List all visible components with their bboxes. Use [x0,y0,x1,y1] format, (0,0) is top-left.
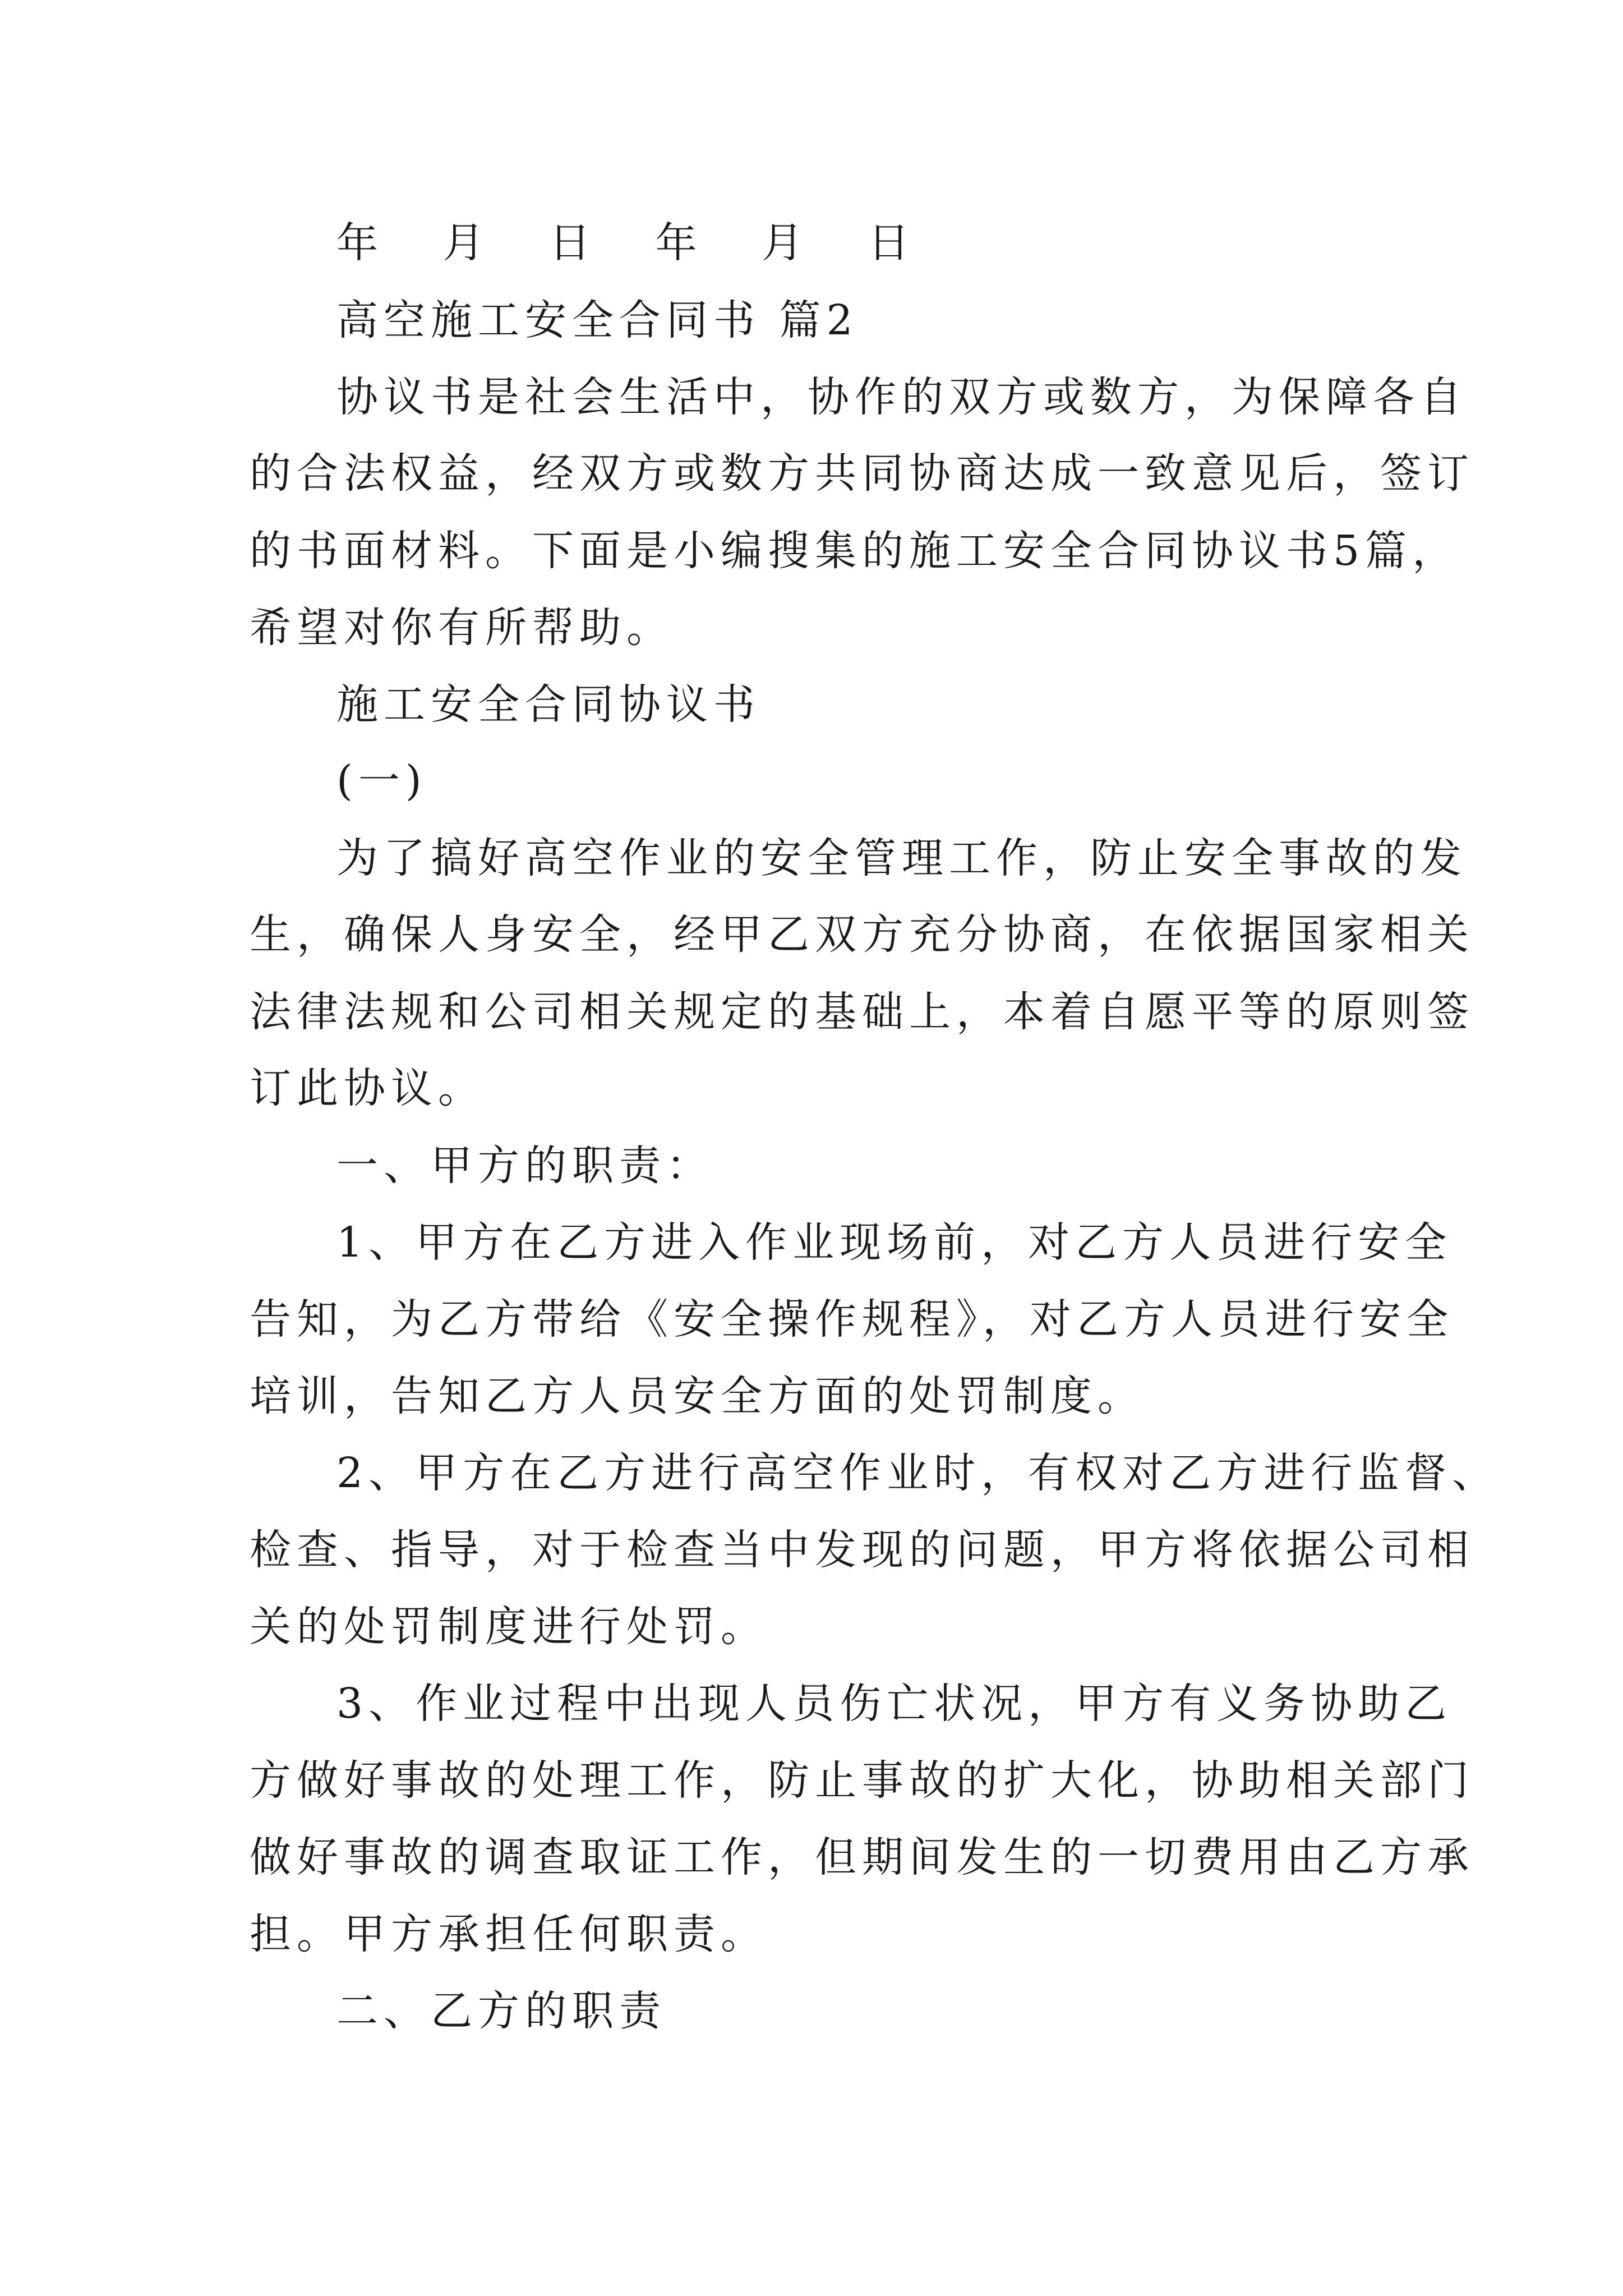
clause-heading: 一、甲方的职责： [336,1142,713,1190]
date-line: 年 月 日 年 月 日 [336,219,935,267]
paragraph-line: 3、作业过程中出现人员伤亡状况，甲方有义务协助乙 [336,1680,1453,1728]
paragraph-line: 法律法规和公司相关规定的基础上，本着自愿平等的原则签 [250,988,1474,1036]
paragraph-line: 培训，告知乙方人员安全方面的处罚制度。 [250,1372,1145,1420]
paragraph-line: 方做好事故的处理工作，防止事故的扩大化，协助相关部门 [250,1756,1474,1805]
paragraph-line: 担。甲方承担任何职责。 [250,1910,768,1958]
paragraph-line: 做好事故的调查取证工作，但期间发生的一切费用由乙方承 [250,1833,1474,1881]
paragraph-line: 希望对你有所帮助。 [250,604,674,652]
paragraph-line: 的合法权益，经双方或数方共同协商达成一致意见后，签订 [250,449,1474,498]
paragraph-line: 2、甲方在乙方进行高空作业时，有权对乙方进行监督、 [336,1449,1500,1497]
paragraph-line: 为了搞好高空作业的安全管理工作，防止安全事故的发 [336,834,1467,882]
paragraph-line: 检查、指导，对于检查当中发现的问题，甲方将依据公司相 [250,1526,1474,1574]
paragraph-line: 告知，为乙方带给《安全操作规程》，对乙方人员进行安全 [250,1295,1454,1343]
paragraph-line: 协议书是社会生活中，协作的双方或数方，为保障各自 [336,373,1467,421]
subsection-number: (一) [336,757,427,805]
paragraph-line: 1、甲方在乙方进入作业现场前，对乙方人员进行安全 [336,1218,1453,1267]
paragraph-line: 的书面材料。下面是小编搜集的施工安全合同协议书5篇， [250,527,1460,575]
clause-heading: 二、乙方的职责 [336,1987,666,2035]
paragraph-line: 生，确保人身安全，经甲乙双方充分协商，在依据国家相关 [250,910,1474,959]
section-heading: 高空施工安全合同书 篇2 [336,296,859,344]
paragraph-line: 订此协议。 [250,1064,485,1112]
subsection-title: 施工安全合同协议书 [336,680,760,729]
paragraph-line: 关的处罚制度进行处罚。 [250,1603,768,1651]
